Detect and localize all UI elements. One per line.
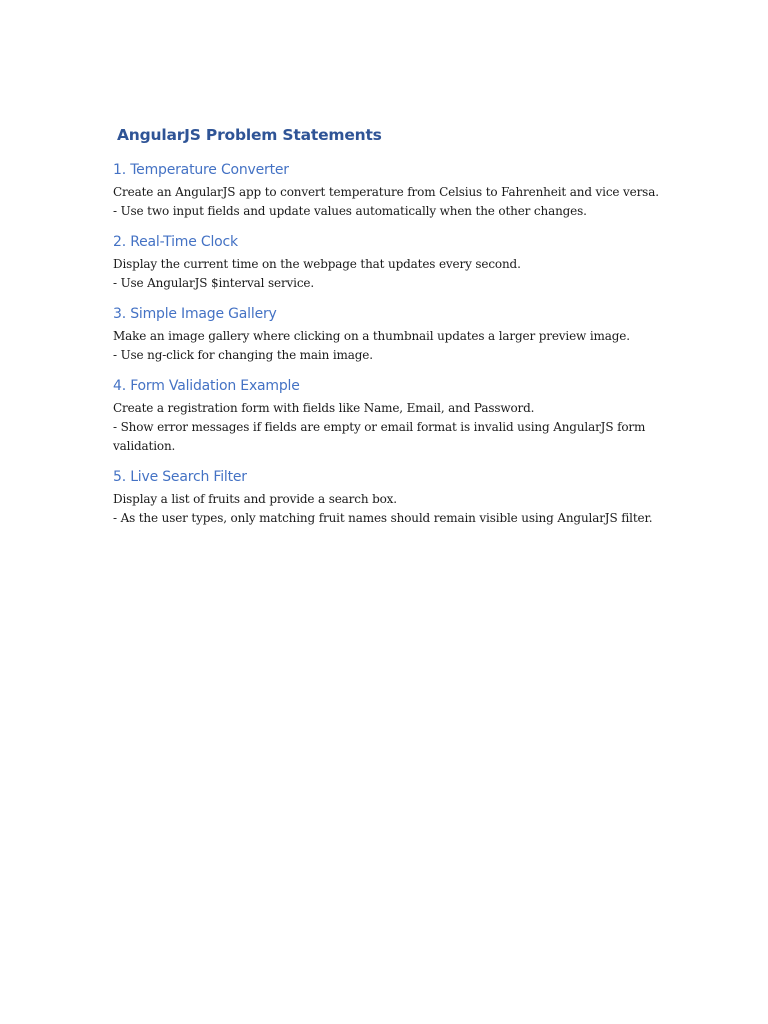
section-text-line: - Show error messages if fields are empty or email format is invalid using AngularJS form: [113, 420, 646, 434]
section-heading: 5. Live Search Filter: [113, 469, 247, 485]
section-text-line: Display the current time on the webpage that updates every second.: [113, 257, 521, 271]
section-simple-image-gallery: [113, 305, 673, 365]
document-title: AngularJS Problem Statements: [117, 126, 382, 144]
section-text-line: - Use two input fields and update values automatically when the other changes.: [113, 204, 587, 218]
section-heading: 1. Temperature Converter: [113, 162, 289, 178]
section-heading: 3. Simple Image Gallery: [113, 306, 277, 322]
section-heading: 4. Form Validation Example: [113, 378, 300, 394]
section-text-line: Create a registration form with fields like Name, Email, and Password.: [113, 401, 535, 415]
section-text-line: validation.: [113, 439, 176, 453]
section-text-line: - As the user types, only matching fruit names should remain visible using AngularJS filter.: [113, 511, 653, 525]
section-real-time-clock: [113, 233, 673, 293]
section-text-line: Create an AngularJS app to convert temperature from Celsius to Fahrenheit and vice versa.: [113, 185, 659, 199]
section-text-line: Display a list of fruits and provide a search box.: [113, 492, 397, 506]
section-heading: 2. Real-Time Clock: [113, 234, 238, 250]
section-text-line: - Use ng-click for changing the main image.: [113, 348, 373, 362]
section-temperature-converter: [113, 161, 673, 221]
section-text-line: Make an image gallery where clicking on a thumbnail updates a larger preview image.: [113, 329, 630, 343]
section-form-validation-example: [113, 377, 673, 456]
section-text-line: - Use AngularJS $interval service.: [113, 276, 315, 290]
section-live-search-filter: [113, 468, 673, 528]
document-content: [113, 123, 673, 528]
